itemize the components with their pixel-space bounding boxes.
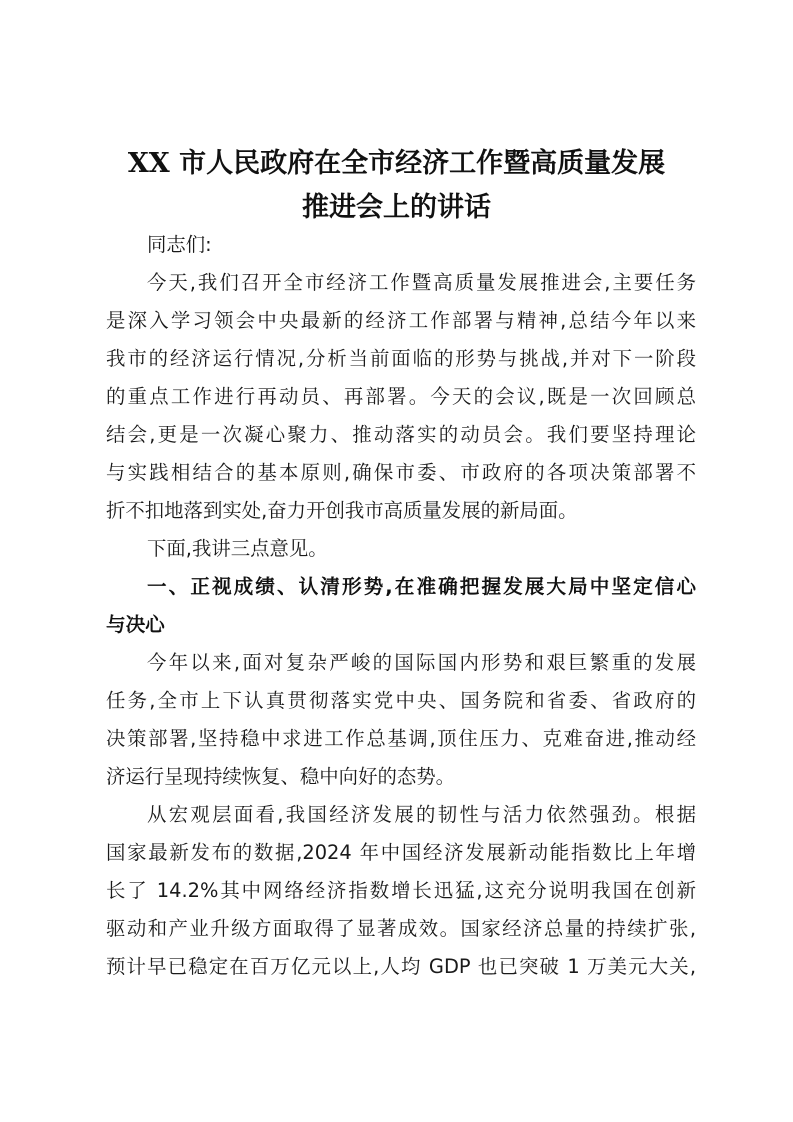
paragraph-1-line: 结会,更是一次凝心聚力、推动落实的动员会。我们要坚持理论 (106, 423, 696, 446)
paragraph-3-line: 济运行呈现持续恢复、稳中向好的态势。 (106, 765, 456, 788)
paragraph-1-line: 与实践相结合的基本原则,确保市委、市政府的各项决策部署不 (106, 461, 696, 484)
paragraph-1-line: 我市的经济运行情况,分析当前面临的形势与挑战,并对下一阶段 (106, 347, 696, 370)
paragraph-3-line: 任务,全市上下认真贯彻落实党中央、国务院和省委、省政府的 (106, 689, 696, 712)
section-heading-1-cont: 与决心 (106, 613, 165, 636)
paragraph-1-line: 的重点工作进行再动员、再部署。今天的会议,既是一次回顾总 (106, 385, 696, 408)
document-title-line-1: XX 市人民政府在全市经济工作暨高质量发展 (127, 148, 666, 179)
paragraph-4-line: 从宏观层面看,我国经济发展的韧性与活力依然强劲。根据 (147, 803, 696, 826)
greeting: 同志们: (147, 233, 212, 256)
paragraph-1-line: 今天,我们召开全市经济工作暨高质量发展推进会,主要任务 (147, 271, 696, 294)
paragraph-4-line: 驱动和产业升级方面取得了显著成效。国家经济总量的持续扩张, (106, 917, 696, 940)
paragraph-4-line: 国家最新发布的数据,2024 年中国经济发展新动能指数比上年增 (106, 841, 696, 864)
paragraph-4-line: 长了 14.2%其中网络经济指数增长迅猛,这充分说明我国在创新 (106, 879, 696, 902)
paragraph-3-line: 今年以来,面对复杂严峻的国际国内形势和艰巨繁重的发展 (147, 651, 696, 674)
paragraph-1-line: 是深入学习领会中央最新的经济工作部署与精神,总结今年以来 (106, 309, 696, 332)
paragraph-3-line: 决策部署,坚持稳中求进工作总基调,顶住压力、克难奋进,推动经 (106, 727, 696, 750)
document-title-line-2: 推进会上的讲话 (302, 192, 491, 223)
paragraph-2: 下面,我讲三点意见。 (147, 537, 328, 560)
paragraph-4-line: 预计早已稳定在百万亿元以上,人均 GDP 也已突破 1 万美元大关, (106, 955, 696, 978)
section-heading-1: 一、正视成绩、认清形势,在准确把握发展大局中坚定信心 (147, 575, 696, 598)
paragraph-1-line: 折不扣地落到实处,奋力开创我市高质量发展的新局面。 (106, 499, 578, 522)
